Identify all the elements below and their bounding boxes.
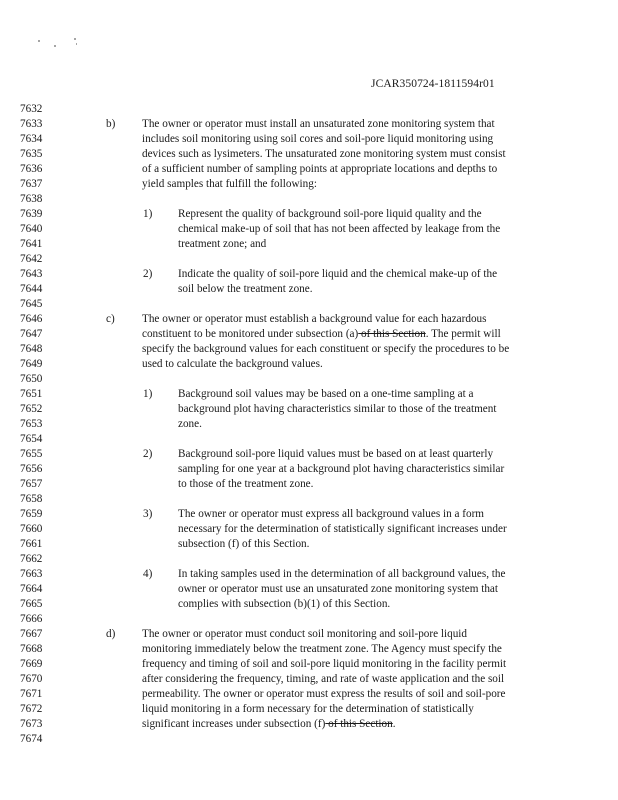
line-number: 7669 [20,658,43,670]
document-line [20,312,618,326]
document-line [20,507,618,521]
text-run: significant increases under subsection (f) [142,718,326,730]
document-line [20,237,618,251]
line-text [178,567,505,581]
text-run: zone. [178,418,202,430]
line-number: 7666 [20,613,43,625]
document-line [20,537,618,551]
document-line [20,282,618,296]
line-number: 7652 [20,403,43,415]
document-line [20,447,618,461]
subsection-label: 3) [143,508,153,520]
document-line [20,627,618,641]
line-text [142,687,506,701]
line-text [142,117,495,131]
line-text [178,237,266,251]
line-text [178,417,202,431]
line-number: 7635 [20,148,43,160]
line-number: 7665 [20,598,43,610]
text-run: owner or operator must use an unsaturated zone monitoring system that [178,583,499,595]
document-line [20,192,618,206]
line-text [142,717,396,731]
text-run: used to calculate the background values. [142,358,323,370]
document-line [20,417,618,431]
line-text [142,642,502,656]
text-run: soil below the treatment zone. [178,283,313,295]
line-text [142,312,487,326]
line-text [142,147,506,161]
line-number: 7660 [20,523,43,535]
line-number: 7668 [20,643,43,655]
line-number: 7662 [20,553,43,565]
line-text [142,327,501,341]
line-number: 7646 [20,313,43,325]
text-run: specify the background values for each constituent or specify the procedures to be [142,343,510,355]
document-line [20,642,618,656]
document-line [20,132,618,146]
document-line [20,102,618,116]
text-run: liquid monitoring in a form necessary for the determination of statistically [142,703,474,715]
text-run: The owner or operator must express all background values in a form [178,508,485,520]
document-code: JCAR350724-1811594r01 [371,78,495,90]
line-number: 7645 [20,298,43,310]
document-line [20,357,618,371]
document-line [20,702,618,716]
line-number: 7657 [20,478,43,490]
line-text [178,522,507,536]
document-line [20,177,618,191]
line-number: 7661 [20,538,43,550]
document-line [20,582,618,596]
line-text [178,537,309,551]
line-number: 7643 [20,268,43,280]
document-line [20,162,618,176]
line-number: 7671 [20,688,43,700]
text-run: Indicate the quality of soil-pore liquid and the chemical make-up of the [178,268,498,280]
document-line [20,657,618,671]
line-text [178,507,484,521]
text-run: necessary for the determination of statistically significant increases under [178,523,507,535]
line-text [178,447,493,461]
text-run: treatment zone; and [178,238,267,250]
document-line [20,477,618,491]
subsection-label: 1) [143,388,153,400]
line-text [178,387,473,401]
document-line [20,492,618,506]
document-line [20,597,618,611]
document-line [20,147,618,161]
line-text [178,477,313,491]
subsection-label: c) [106,313,115,325]
line-number: 7641 [20,238,43,250]
text-run: subsection (f) of this Section. [178,538,310,550]
text-run: yield samples that fulfill the following: [142,178,317,190]
document-line [20,297,618,311]
text-run: . The permit will [425,328,501,340]
line-text [142,672,504,686]
document-line [20,567,618,581]
line-number: 7655 [20,448,43,460]
line-text [178,597,390,611]
document-line [20,117,618,131]
line-text [178,402,496,416]
line-number: 7658 [20,493,43,505]
line-number: 7640 [20,223,43,235]
subsection-label: 2) [143,268,153,280]
text-run: chemical make-up of soil that has not been affected by leakage from the [178,223,501,235]
subsection-label: 4) [143,568,153,580]
document-line [20,372,618,386]
line-number: 7633 [20,118,43,130]
document-line [20,252,618,266]
line-number: 7634 [20,133,43,145]
document-line [20,612,618,626]
line-number: 7673 [20,718,43,730]
line-text [142,132,493,146]
line-text [178,282,313,296]
line-text [142,702,474,716]
text-run: . [392,718,396,730]
line-text [178,222,500,236]
text-run: The owner or operator must conduct soil monitoring and soil-pore liquid [142,628,467,640]
line-text [178,267,497,281]
text-run: Background soil values may be based on a one-time sampling at a [178,388,474,400]
subsection-label: b) [106,118,116,130]
line-text [142,657,506,671]
line-number: 7663 [20,568,43,580]
line-number: 7649 [20,358,43,370]
line-number: 7647 [20,328,43,340]
line-number: 7664 [20,583,43,595]
text-run: constituent to be monitored under subsection (a) [142,328,359,340]
text-run: after considering the frequency, timing, and rate of waste application and the soil [142,673,505,685]
document-line [20,432,618,446]
document-line [20,717,618,731]
line-text [142,177,317,191]
document-line [20,222,618,236]
text-run: Background soil-pore liquid values must be based on at least quarterly [178,448,494,460]
document-line [20,387,618,401]
line-number: 7667 [20,628,43,640]
document-line [20,522,618,536]
text-run: monitoring immediately below the treatment zone. The Agency must specify the [142,643,502,655]
text-run: frequency and timing of soil and soil-pore liquid monitoring in the facility permit [142,658,507,670]
line-number: 7656 [20,463,43,475]
text-run: background plot having characteristics similar to those of the treatment [178,403,497,415]
line-number: 7644 [20,283,43,295]
document-line [20,342,618,356]
text-run: The owner or operator must install an unsaturated zone monitoring system that [142,118,495,130]
text-run: Represent the quality of background soil-pore liquid quality and the [178,208,482,220]
line-text [178,207,482,221]
line-text [142,627,467,641]
line-number: 7638 [20,193,43,205]
document-line [20,267,618,281]
text-run: complies with subsection (b)(1) of this Section. [178,598,391,610]
line-number: 7648 [20,343,43,355]
document-line [20,687,618,701]
subsection-label: 1) [143,208,153,220]
text-run: The owner or operator must establish a background value for each hazardous [142,313,487,325]
line-number: 7632 [20,103,43,115]
subsection-label: d) [106,628,116,640]
text-run: sampling for one year at a background plot having characteristics similar [178,463,505,475]
text-run: In taking samples used in the determination of all background values, the [178,568,506,580]
document-line [20,462,618,476]
text-run: of a sufficient number of sampling points at appropriate locations and depths to [142,163,498,175]
line-number: 7672 [20,703,43,715]
line-number: 7659 [20,508,43,520]
text-run: devices such as lysimeters. The unsaturated zone monitoring system must consist [142,148,506,160]
line-text [142,357,323,371]
text-run: to those of the treatment zone. [178,478,314,490]
document-line [20,732,618,746]
subsection-label: 2) [143,448,153,460]
document-line [20,207,618,221]
line-text [178,462,504,476]
document-line [20,402,618,416]
struck-text: of this Section [325,718,393,730]
text-run: permeability. The owner or operator must express the results of soil and soil-pore [142,688,506,700]
line-number: 7642 [20,253,43,265]
line-text [178,582,498,596]
document-line [20,327,618,341]
line-number: 7674 [20,733,43,745]
line-text [142,162,497,176]
document-line [20,552,618,566]
line-number: 7654 [20,433,43,445]
line-text [142,342,509,356]
line-number: 7637 [20,178,43,190]
line-number: 7651 [20,388,43,400]
line-number: 7650 [20,373,43,385]
line-number: 7639 [20,208,43,220]
text-run: includes soil monitoring using soil cores and soil-pore liquid monitoring using [142,133,494,145]
struck-text: of this Section [358,328,426,340]
document-line [20,672,618,686]
line-number: 7653 [20,418,43,430]
line-number: 7670 [20,673,43,685]
line-number: 7636 [20,163,43,175]
